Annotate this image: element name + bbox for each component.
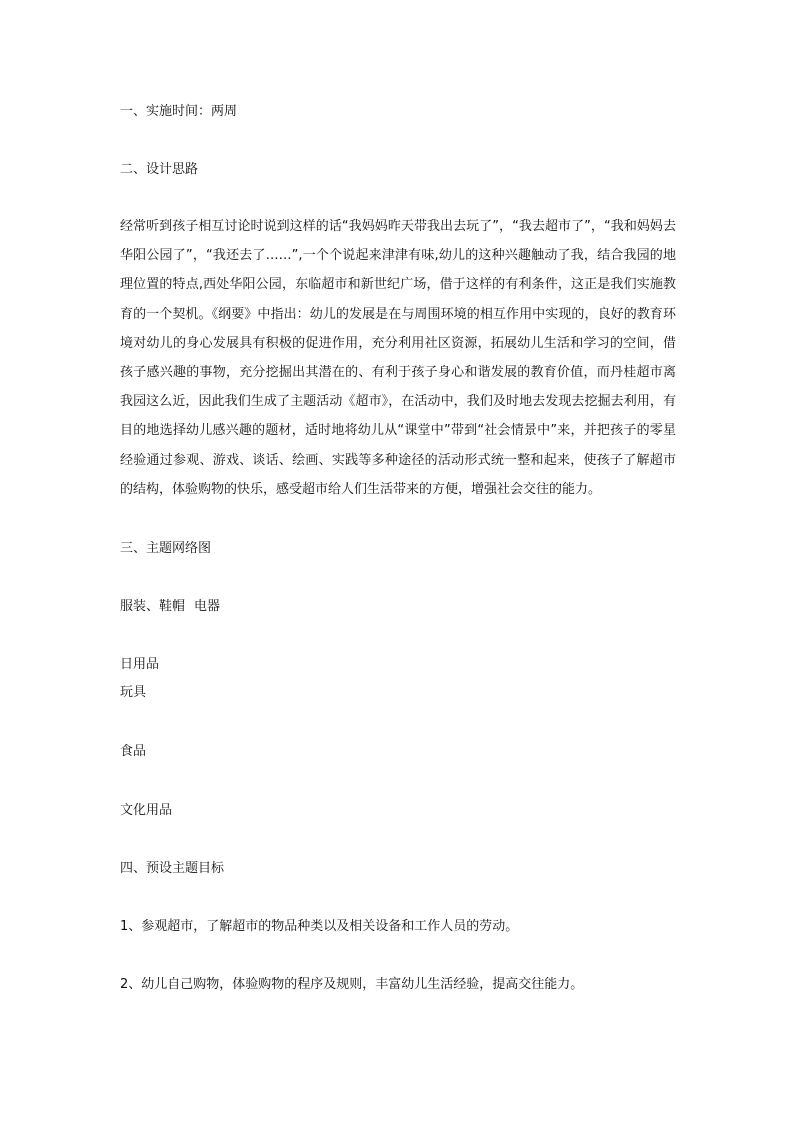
section-heading-goals: 四、预设主题目标 [120,861,225,876]
goal-item-2: 2、幼儿自己购物，体验购物的程序及规则，丰富幼儿生活经验，提高交往能力。 [120,977,584,992]
network-row-1 [120,598,220,615]
network-item-food: 食品 [120,744,147,759]
network-item-toys: 玩具 [120,685,147,700]
network-item-electrical: 电器 [194,599,221,614]
design-paragraph: 经常听到孩子相互讨论时说到这样的话“我妈妈昨天带我出去玩了”，“我去超市了”，“我和妈妈去华阳公园了”，“我还去了……”,一个个说起来津津有味,幼儿的这种兴趣触动了我，结合我园的地理位置的特点,西处华阳公园，东临超市和新世纪广场，借于这样的有利条件，这正是我们实施教育的一个契机。《纲要》中指出：幼儿的发展是在与周围环境的相互作用中实现的，良好的教育环境对幼儿的身心发展具有积极的促进作用，充分利用社区资源，拓展幼儿生活和学习的空间，借孩子感兴趣的事物，充分挖掘出其潜在的、有利于孩子身心和谐发展的教育价值，而丹桂超市离我园这么近，因此我们生成了主题活动《超市》，在活动中，我们及时地去发现去挖掘去利用，有目的地选择幼儿感兴趣的题材，适时地将幼儿从“课堂中”带到“社会情景中”来，并把孩子的零星经验通过参观、游戏、谈话、绘画、实践等多种途径的活动形式统一整和起来，使孩子了解超市的结构，体验购物的快乐，感受超市给人们生活带来的方便，增强社会交往的能力。 [120,219,676,497]
goal-item-1: 1、参观超市，了解超市的物品种类以及相关设备和工作人员的劳动。 [120,919,519,934]
section-heading-network: 三、主题网络图 [120,541,212,556]
section-implementation-time: 一、实施时间：两周 [120,104,238,119]
section-heading-design: 二、设计思路 [120,162,199,177]
network-item-stationery: 文化用品 [120,803,173,818]
network-item-clothing: 服装、鞋帽 [120,599,186,614]
network-item-daily: 日用品 [120,657,160,672]
